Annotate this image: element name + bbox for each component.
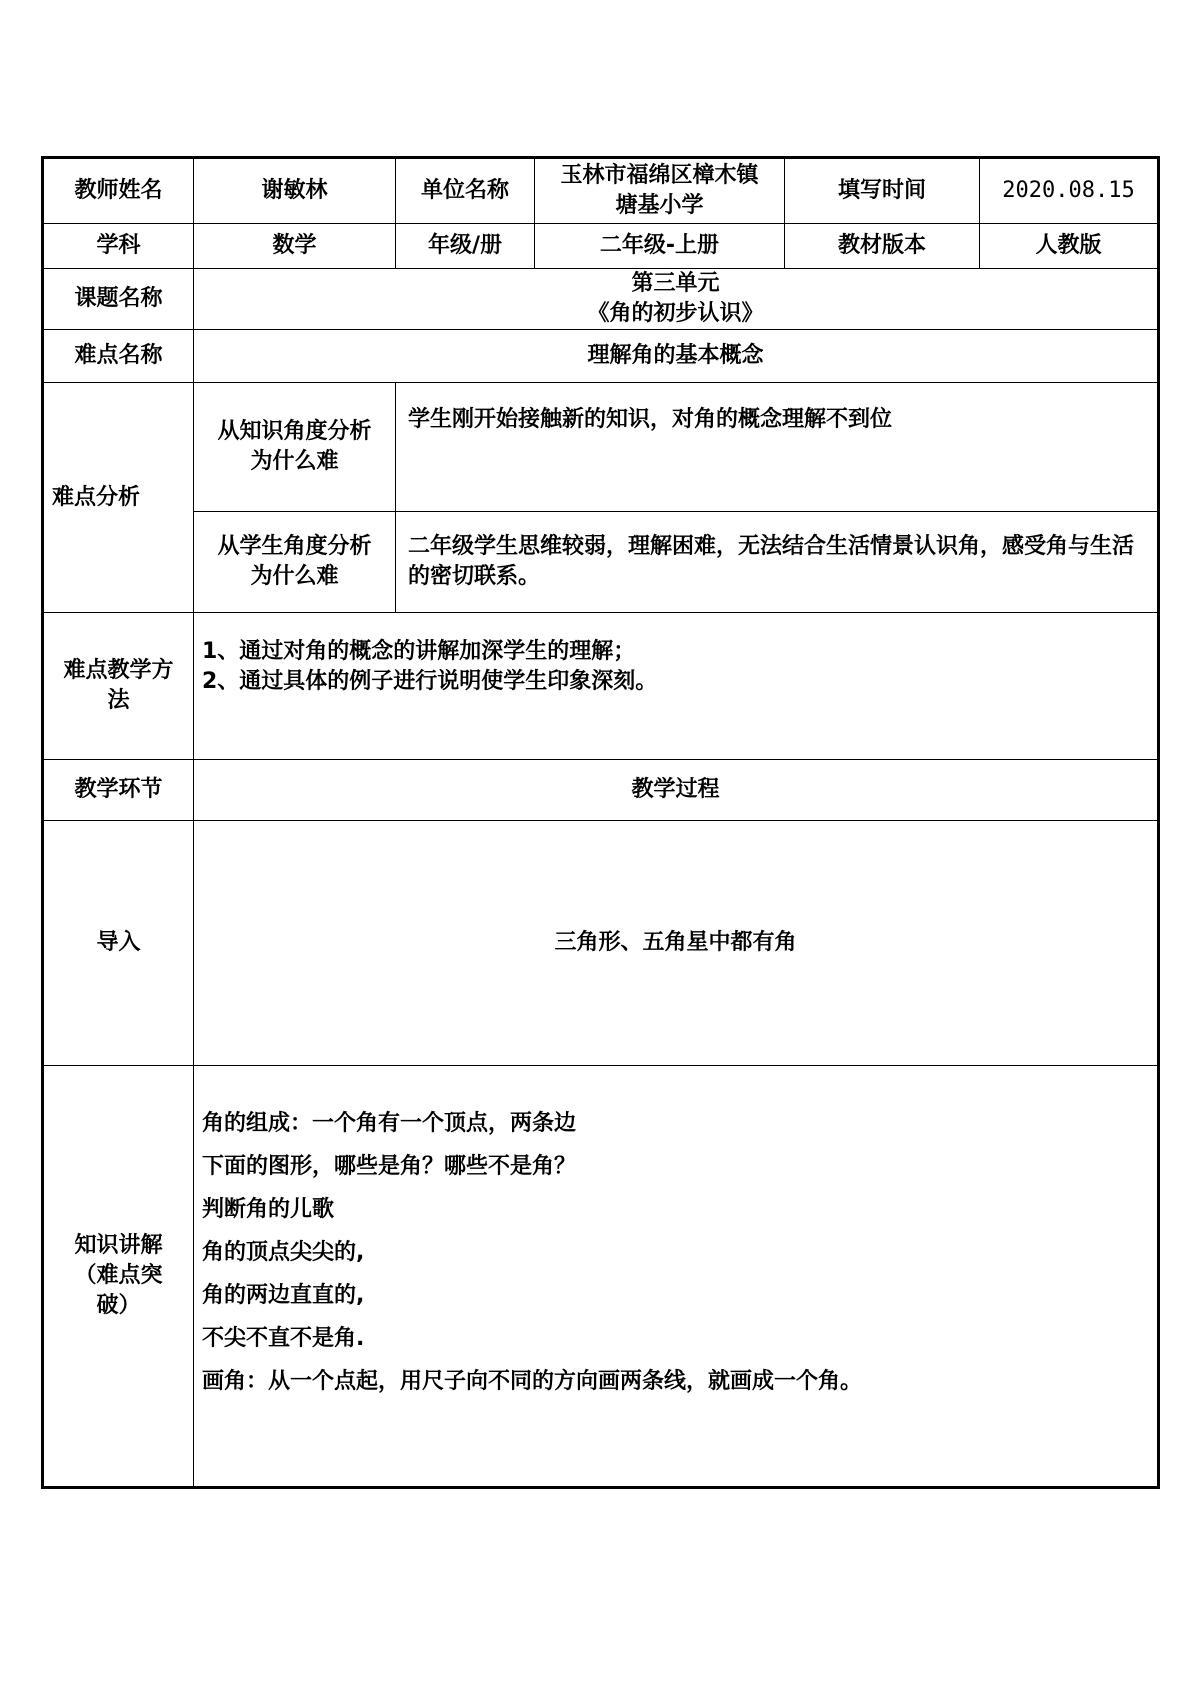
lesson-plan-sheet [41,156,1157,1489]
knowledge-label-line1: 知识讲解 [74,1233,163,1258]
intro-value: 三角形、五角星中都有角 [194,821,1159,1066]
knowledge-line: 不尖不直不是角. [202,1326,365,1351]
method-item: 2、通过具体的例子进行说明使学生印象深刻。 [202,669,658,694]
topic-value [194,269,1159,330]
student-angle-label-line2: 为什么难 [250,564,339,589]
grade-value: 二年级-上册 [535,224,785,269]
knowledge-line: 角的两边直直的, [202,1283,365,1308]
student-angle-label [194,512,396,613]
knowledge-label-line3: 破） [96,1293,141,1318]
knowledge-angle-text: 学生刚开始接触新的知识，对角的概念理解不到位 [396,383,1159,512]
teacher-value: 谢敏林 [194,158,396,224]
topic-line2: 《角的初步认识》 [587,301,764,326]
method-label-line1: 难点教学方 [63,658,174,683]
unit-value [535,158,785,224]
student-angle-text: 二年级学生思维较弱，理解困难，无法结合生活情景认识角，感受角与生活的密切联系。 [396,512,1159,613]
knowledge-angle-label-line1: 从知识角度分析 [217,419,372,444]
unit-value-line1: 玉林市福绵区樟木镇 [560,163,759,188]
difficulty-value: 理解角的基本概念 [194,330,1159,383]
knowledge-content [194,1066,1159,1488]
process-label: 教学环节 [43,760,194,821]
edition-label: 教材版本 [785,224,980,269]
analysis-knowledge-row [43,383,1159,512]
topic-label: 课题名称 [43,269,194,330]
lesson-plan-table [41,156,1160,1489]
edition-value: 人教版 [980,224,1159,269]
subject-label: 学科 [43,224,194,269]
student-angle-label-line1: 从学生角度分析 [217,534,372,559]
difficulty-row [43,330,1159,383]
analysis-label: 难点分析 [43,383,194,613]
knowledge-line: 判断角的儿歌 [202,1197,335,1222]
knowledge-label [43,1066,194,1488]
teacher-label: 教师姓名 [43,158,194,224]
unit-value-line2: 塘基小学 [615,193,704,218]
method-item: 1、通过对角的概念的讲解加深学生的理解； [202,639,636,664]
method-label-line2: 法 [107,688,130,713]
intro-label: 导入 [43,821,194,1066]
date-value: 2020.08.15 [980,158,1159,224]
knowledge-row [43,1066,1159,1488]
topic-line1: 第三单元 [631,271,720,296]
date-label: 填写时间 [785,158,980,224]
grade-label: 年级/册 [396,224,535,269]
header-row [43,158,1159,224]
method-label [43,613,194,760]
subject-value: 数学 [194,224,396,269]
method-row [43,613,1159,760]
topic-row [43,269,1159,330]
analysis-student-row [43,512,1159,613]
knowledge-label-line2: （难点突 [74,1263,163,1288]
process-value: 教学过程 [194,760,1159,821]
knowledge-line: 下面的图形，哪些是角？哪些不是角？ [202,1154,577,1179]
subject-row [43,224,1159,269]
method-content [194,613,1159,760]
knowledge-angle-label [194,383,396,512]
intro-row [43,821,1159,1066]
knowledge-line: 角的顶点尖尖的, [202,1240,365,1265]
knowledge-angle-label-line2: 为什么难 [250,449,339,474]
unit-label: 单位名称 [396,158,535,224]
difficulty-label: 难点名称 [43,330,194,383]
knowledge-line: 角的组成：一个角有一个顶点，两条边 [202,1111,577,1136]
knowledge-line: 画角：从一个点起，用尺子向不同的方向画两条线，就画成一个角。 [202,1369,863,1394]
process-row [43,760,1159,821]
